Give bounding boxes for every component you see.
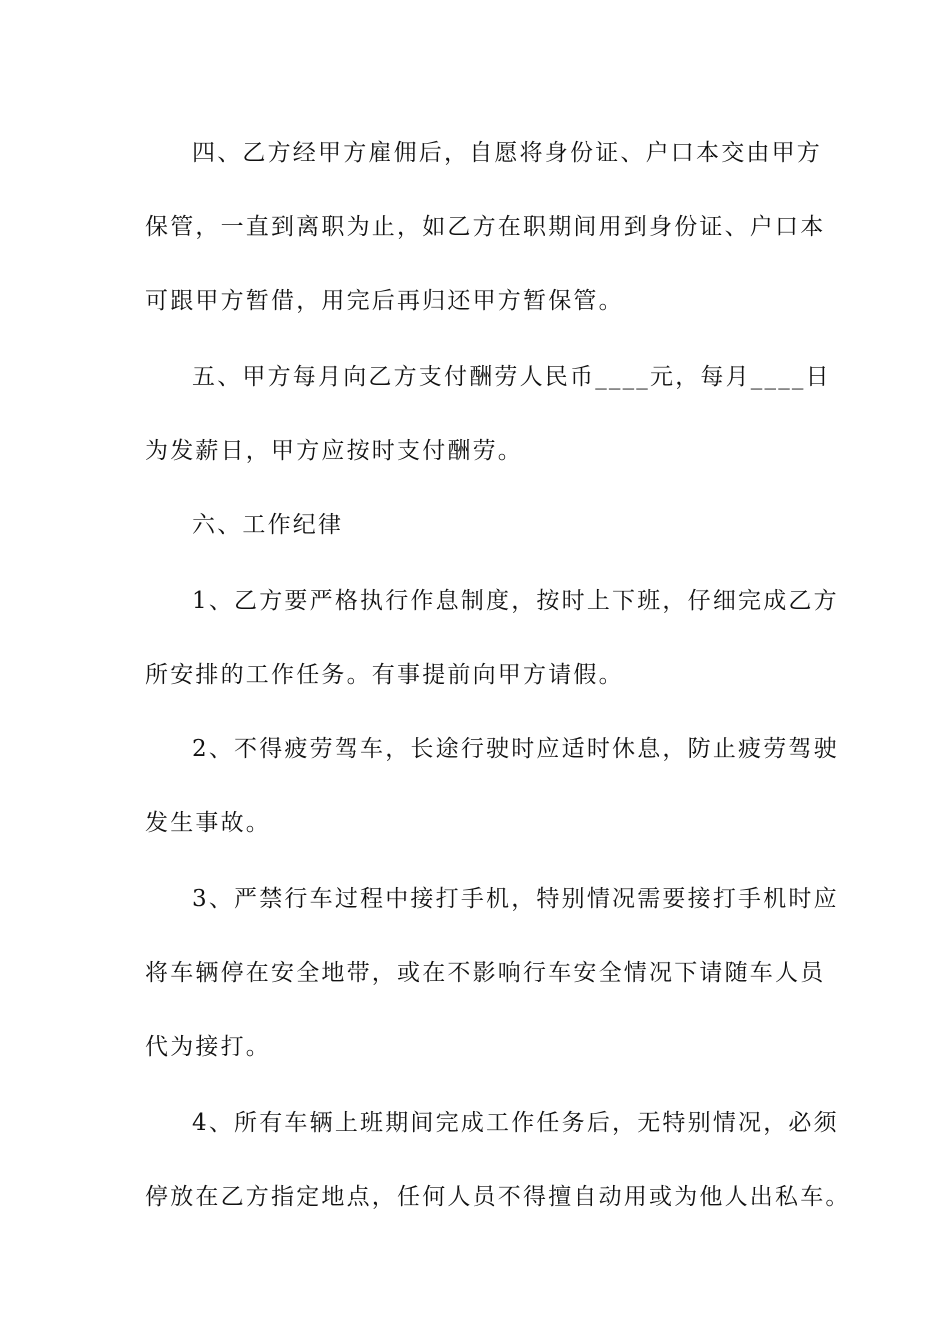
rule-3-line-1: 3、严禁行车过程中接打手机，特别情况需要接打手机时应 xyxy=(192,886,839,912)
clause-5-line-2: 为发薪日，甲方应按时支付酬劳。 xyxy=(145,438,523,464)
rule-2-line-2: 发生事故。 xyxy=(145,810,271,836)
rule-2-line-1: 2、不得疲劳驾车，长途行驶时应适时休息，防止疲劳驾驶 xyxy=(192,736,839,762)
rule-3-line-3: 代为接打。 xyxy=(145,1034,271,1060)
rule-3-line-2: 将车辆停在安全地带，或在不影响行车安全情况下请随车人员 xyxy=(145,960,826,986)
rule-1-line-1: 1、乙方要严格执行作息制度，按时上下班，仔细完成乙方 xyxy=(192,588,839,614)
clause-5-line-1: 五、甲方每月向乙方支付酬劳人民币____元，每月____日 xyxy=(192,364,831,390)
rule-1-line-2: 所安排的工作任务。有事提前向甲方请假。 xyxy=(145,662,624,688)
section-6-heading: 六、工作纪律 xyxy=(192,512,344,538)
clause-4-line-1: 四、乙方经甲方雇佣后，自愿将身份证、户口本交由甲方 xyxy=(192,140,822,166)
clause-4-line-3: 可跟甲方暂借，用完后再归还甲方暂保管。 xyxy=(145,288,624,314)
rule-4-line-1: 4、所有车辆上班期间完成工作任务后，无特别情况，必须 xyxy=(192,1110,839,1136)
clause-4-line-2: 保管，一直到离职为止，如乙方在职期间用到身份证、户口本 xyxy=(145,214,826,240)
rule-4-line-2: 停放在乙方指定地点，任何人员不得擅自动用或为他人出私车。 xyxy=(145,1184,851,1210)
